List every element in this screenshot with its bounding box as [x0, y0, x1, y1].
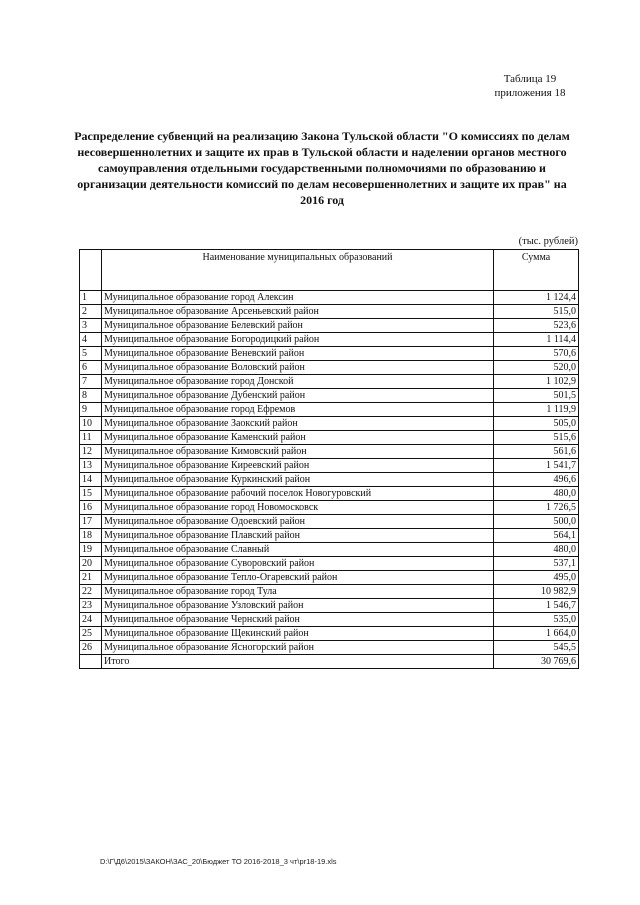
row-number: 9	[80, 403, 102, 417]
row-name: Муниципальное образование Ясногорский район	[102, 641, 494, 655]
row-sum: 1 726,5	[494, 501, 579, 515]
table-row	[80, 627, 579, 641]
row-number: 19	[80, 543, 102, 557]
row-number: 13	[80, 459, 102, 473]
file-path-footer: D:\Г\Д6\2015\ЗАКОН\ЗАС_20\Бюджет ТО 2016-2018_3 чт\рr18-19.xls	[100, 857, 337, 866]
row-number: 5	[80, 347, 102, 361]
row-name: Муниципальное образование Киреевский район	[102, 459, 494, 473]
row-name: Муниципальное образование Тепло-Огаревский район	[102, 571, 494, 585]
header-number	[80, 250, 102, 291]
total-row	[80, 655, 579, 669]
row-sum: 505,0	[494, 417, 579, 431]
row-number: 4	[80, 333, 102, 347]
row-number: 11	[80, 431, 102, 445]
row-name: Муниципальное образование Щекинский район	[102, 627, 494, 641]
table-ref-number: Таблица 19	[503, 73, 557, 85]
row-sum: 537,1	[494, 557, 579, 571]
table-row	[80, 515, 579, 529]
row-name: Муниципальное образование Воловский район	[102, 361, 494, 375]
row-number: 14	[80, 473, 102, 487]
table-row	[80, 445, 579, 459]
table-row	[80, 599, 579, 613]
header-name: Наименование муниципальных образований	[102, 250, 494, 291]
row-name: Муниципальное образование город Новомосковск	[102, 501, 494, 515]
row-name: Муниципальное образование город Ефремов	[102, 403, 494, 417]
units-label: (тыс. рублей)	[518, 236, 578, 247]
table-row	[80, 585, 579, 599]
row-number: 25	[80, 627, 102, 641]
row-sum: 515,0	[494, 305, 579, 319]
row-number: 6	[80, 361, 102, 375]
row-sum: 480,0	[494, 487, 579, 501]
row-number: 23	[80, 599, 102, 613]
row-name: Муниципальное образование Дубенский район	[102, 389, 494, 403]
row-sum: 1 102,9	[494, 375, 579, 389]
row-number: 24	[80, 613, 102, 627]
table-row	[80, 641, 579, 655]
row-sum: 564,1	[494, 529, 579, 543]
table-row	[80, 361, 579, 375]
row-number: 20	[80, 557, 102, 571]
row-sum: 520,0	[494, 361, 579, 375]
row-name: Муниципальное образование Одоевский район	[102, 515, 494, 529]
table-row	[80, 459, 579, 473]
row-sum: 1 124,4	[494, 291, 579, 305]
row-number: 2	[80, 305, 102, 319]
row-sum: 1 664,0	[494, 627, 579, 641]
row-name: Муниципальное образование Чернский район	[102, 613, 494, 627]
table-row	[80, 529, 579, 543]
table-row	[80, 319, 579, 333]
total-number	[80, 655, 102, 669]
row-sum: 561,6	[494, 445, 579, 459]
row-sum: 10 982,9	[494, 585, 579, 599]
row-name: Муниципальное образование Заокский район	[102, 417, 494, 431]
row-sum: 1 541,7	[494, 459, 579, 473]
table-row	[80, 613, 579, 627]
row-number: 10	[80, 417, 102, 431]
row-name: Муниципальное образование Богородицкий район	[102, 333, 494, 347]
row-sum: 496,6	[494, 473, 579, 487]
row-name: Муниципальное образование город Донской	[102, 375, 494, 389]
row-number: 1	[80, 291, 102, 305]
row-name: Муниципальное образование Куркинский район	[102, 473, 494, 487]
table-row	[80, 305, 579, 319]
table-row	[80, 333, 579, 347]
row-name: Муниципальное образование Веневский район	[102, 347, 494, 361]
row-name: Муниципальное образование Каменский район	[102, 431, 494, 445]
row-number: 8	[80, 389, 102, 403]
row-name: Муниципальное образование город Тула	[102, 585, 494, 599]
row-number: 18	[80, 529, 102, 543]
row-name: Муниципальное образование Суворовский район	[102, 557, 494, 571]
row-name: Муниципальное образование Белевский район	[102, 319, 494, 333]
row-name: Муниципальное образование Славный	[102, 543, 494, 557]
row-sum: 501,5	[494, 389, 579, 403]
row-sum: 495,0	[494, 571, 579, 585]
row-number: 21	[80, 571, 102, 585]
row-number: 7	[80, 375, 102, 389]
row-name: Муниципальное образование Плавский район	[102, 529, 494, 543]
table-row	[80, 431, 579, 445]
row-sum: 515,6	[494, 431, 579, 445]
row-name: Муниципальное образование Узловский район	[102, 599, 494, 613]
table-row	[80, 543, 579, 557]
table-row	[80, 473, 579, 487]
row-sum: 1 546,7	[494, 599, 579, 613]
row-name: Муниципальное образование Кимовский район	[102, 445, 494, 459]
row-number: 12	[80, 445, 102, 459]
row-sum: 1 119,9	[494, 403, 579, 417]
total-sum: 30 769,6	[494, 655, 579, 669]
row-sum: 480,0	[494, 543, 579, 557]
table-row	[80, 375, 579, 389]
row-sum: 1 114,4	[494, 333, 579, 347]
row-number: 16	[80, 501, 102, 515]
table-row	[80, 417, 579, 431]
table-row	[80, 571, 579, 585]
table-row	[80, 501, 579, 515]
table-row	[80, 557, 579, 571]
row-name: Муниципальное образование Арсеньевский район	[102, 305, 494, 319]
row-sum: 545,5	[494, 641, 579, 655]
table-body	[80, 291, 579, 669]
row-name: Муниципальное образование город Алексин	[102, 291, 494, 305]
row-number: 15	[80, 487, 102, 501]
table-row	[80, 487, 579, 501]
table-row	[80, 347, 579, 361]
table-header-row	[80, 250, 579, 291]
row-number: 26	[80, 641, 102, 655]
table-row	[80, 389, 579, 403]
row-number: 17	[80, 515, 102, 529]
subsidy-table	[79, 249, 579, 669]
table-row	[80, 403, 579, 417]
row-sum: 535,0	[494, 613, 579, 627]
row-name: Муниципальное образование рабочий поселок Новогуровский	[102, 487, 494, 501]
table-ref-appendix: приложения 18	[494, 87, 566, 99]
row-number: 22	[80, 585, 102, 599]
document-title: Распределение субвенций на реализацию Закона Тульской области "О комиссиях по делам несовершеннолетних и защите их прав в Тульской области и наделении органов местного самоуправления отдельными государственными полномочиями по образованию и организации деятельности комиссий по делам несовершеннолетних и защите их прав" на 2016 год	[74, 129, 570, 207]
row-number: 3	[80, 319, 102, 333]
total-name: Итого	[102, 655, 494, 669]
table-row	[80, 291, 579, 305]
row-sum: 523,6	[494, 319, 579, 333]
row-sum: 500,0	[494, 515, 579, 529]
header-sum: Сумма	[494, 250, 579, 291]
row-sum: 570,6	[494, 347, 579, 361]
table-reference	[470, 72, 590, 100]
